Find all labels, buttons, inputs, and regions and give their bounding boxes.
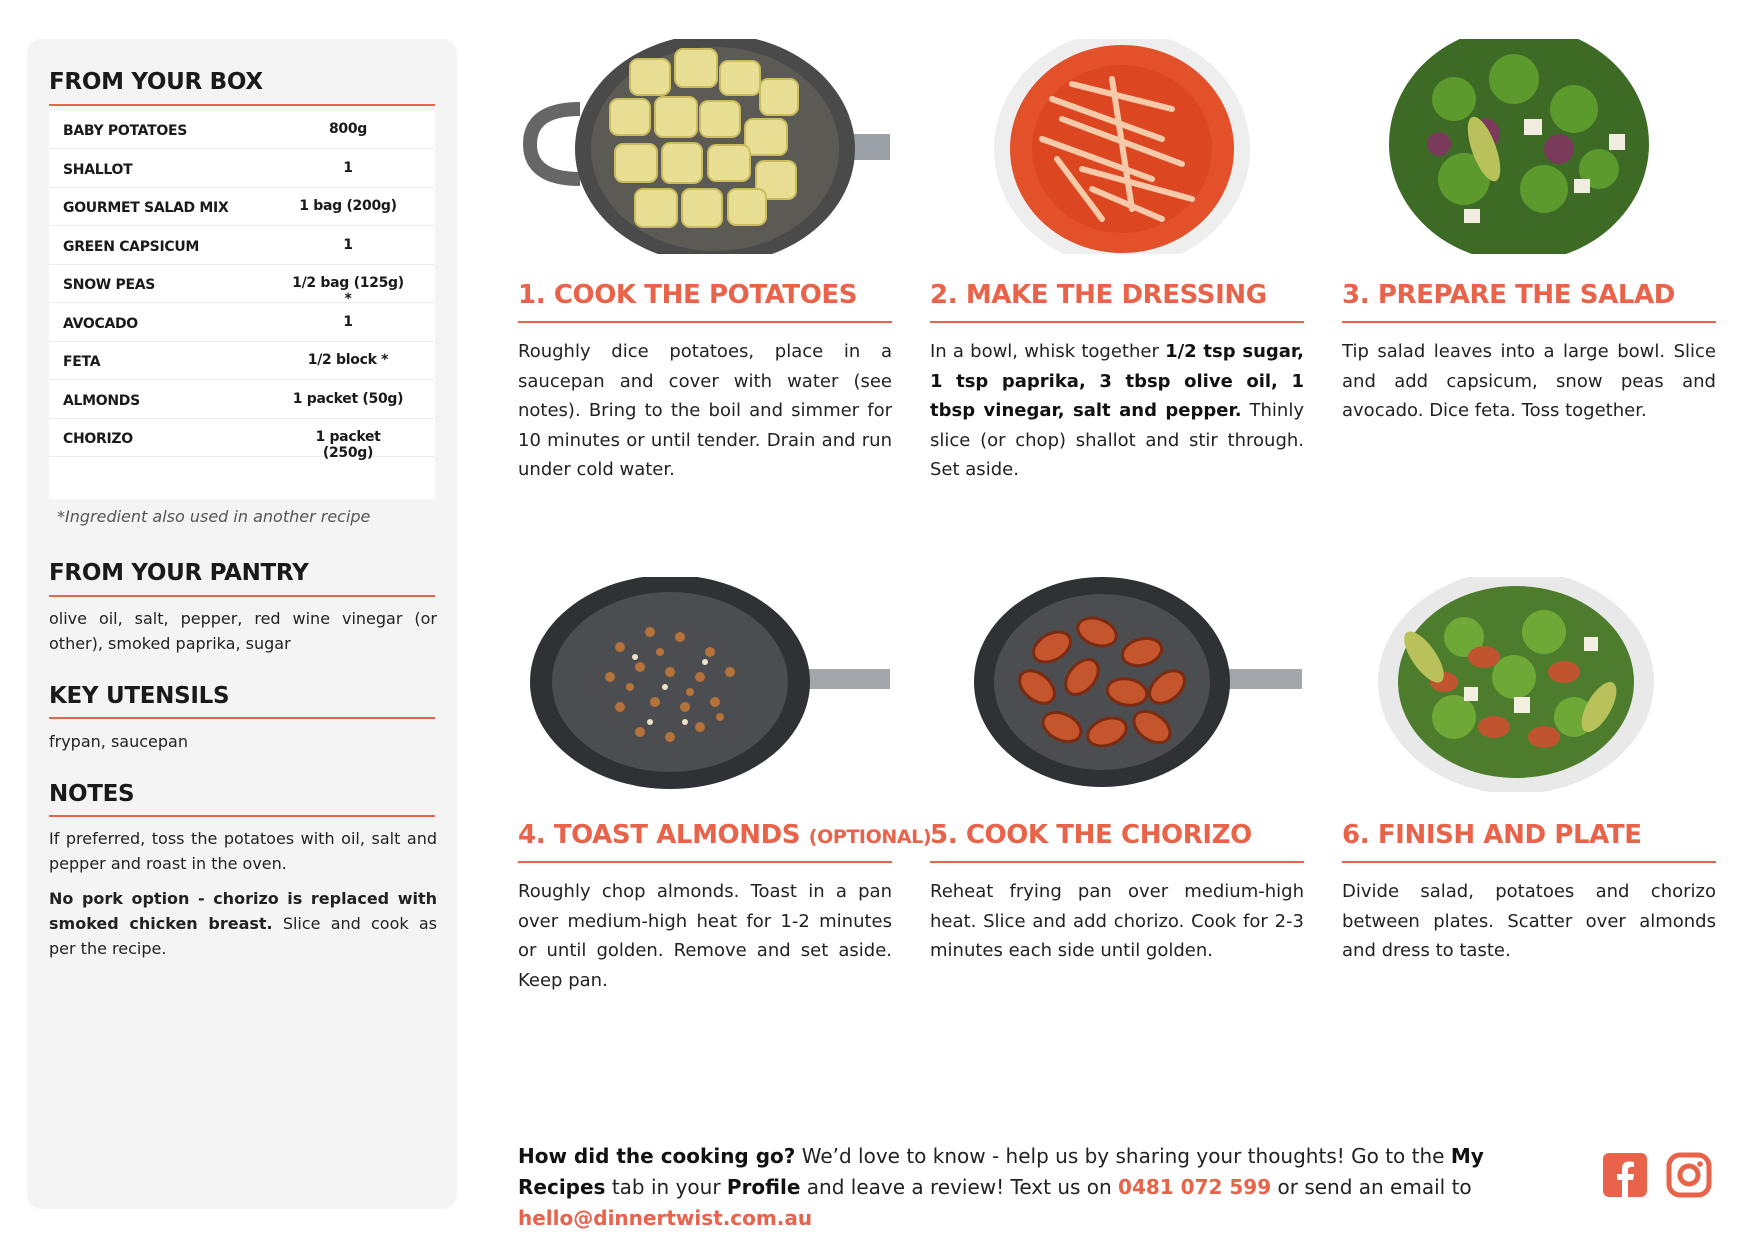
step-5-title: 5. COOK THE CHORIZO <box>930 820 1252 850</box>
ingredient-name: GREEN CAPSICUM <box>63 238 200 255</box>
ingredient-qty: 1/2 bag (125g) * <box>292 275 404 307</box>
feedback-question: How did the cooking go? <box>518 1144 796 1168</box>
my-recipes-label: My Recipes <box>518 1144 1484 1199</box>
ingredient-qty: 1 packet (250g) <box>315 429 381 461</box>
step-divider <box>1342 861 1716 863</box>
step-1-photo <box>520 39 890 254</box>
table-row <box>49 227 435 265</box>
ingredient-name: CHORIZO <box>63 431 133 447</box>
step-3-text: Tip salad leaves into a large bowl. Slice and add capsicum, snow peas and avocado. Dice feta. Toss together. <box>1342 341 1716 421</box>
table-row <box>49 381 435 419</box>
table-row <box>49 150 435 188</box>
step-divider <box>930 321 1304 323</box>
ingredient-qty: 1/2 block * <box>307 352 389 368</box>
section-divider <box>49 104 435 106</box>
section-divider <box>49 717 435 719</box>
footer-text: and leave a review! Text us on <box>800 1175 1119 1199</box>
ingredient-qty: 800g <box>328 121 368 137</box>
step-6-photo <box>1344 577 1714 792</box>
ingredient-qty: 1 <box>343 236 353 253</box>
table-row <box>49 265 435 307</box>
from-your-pantry-title: FROM YOUR PANTRY <box>49 560 309 586</box>
table-row <box>49 304 435 342</box>
step-5-photo <box>932 577 1302 792</box>
key-utensils-title: KEY UTENSILS <box>49 683 230 709</box>
section-divider <box>49 815 435 817</box>
step-2-text-bold: 1/2 tsp sugar, 1 tsp paprika, 3 tbsp olive oil, 1 tbsp vinegar, salt and pepper. <box>930 341 1304 421</box>
step-1-text: Roughly dice potatoes, place in a saucepan and cover with water (see notes). Bring to the boil and simmer for 10 minutes or until tender. Drain and run under cold water. <box>518 341 892 480</box>
table-row <box>49 419 435 461</box>
ingredient-qty: 1 bag (200g) <box>299 198 397 214</box>
step-3-title: 3. PREPARE THE SALAD <box>1342 280 1675 310</box>
step-4-title-main: 4. TOAST ALMONDS <box>518 820 809 850</box>
footer-text: tab in your <box>605 1175 727 1199</box>
ingredient-qty: 1 packet (50g) <box>292 390 404 407</box>
profile-label: Profile <box>726 1175 801 1199</box>
feedback-footer <box>518 1141 1578 1234</box>
ingredient-name: AVOCADO <box>63 315 138 332</box>
section-divider <box>49 595 435 597</box>
phone-link[interactable]: 0481 072 599 <box>1118 1175 1272 1199</box>
step-6-text: Divide salad, potatoes and chorizo between plates. Scatter over almonds and dress to taste. <box>1342 881 1716 961</box>
notes-text: If preferred, toss the potatoes with oil, salt and pepper and roast in the oven. <box>49 829 437 873</box>
ingredient-qty: 1 <box>343 313 353 330</box>
table-row <box>49 188 435 226</box>
ingredients-table <box>49 111 435 499</box>
no-pork-rest: Slice and cook as per the recipe. <box>49 914 437 958</box>
instagram-icon[interactable] <box>1666 1152 1712 1198</box>
step-5-text: Reheat frying pan over medium-high heat. Slice and add chorizo. Cook for 2-3 minutes each side until golden. <box>930 881 1304 961</box>
ingredient-name: ALMONDS <box>63 392 140 409</box>
ingredient-name: GOURMET SALAD MIX <box>63 200 229 216</box>
ingredient-name: SNOW PEAS <box>63 277 156 293</box>
footer-text: or send an email to <box>1271 1175 1472 1199</box>
from-your-box-title: FROM YOUR BOX <box>49 69 263 95</box>
email-link[interactable]: hello@dinnertwist.com.au <box>518 1206 813 1230</box>
table-row <box>49 342 435 380</box>
ingredient-footnote: *Ingredient also used in another recipe <box>57 507 371 526</box>
no-pork-bold: No pork option - chorizo is replaced with smoked chicken breast. <box>49 889 437 933</box>
step-divider <box>1342 321 1716 323</box>
step-2-text-post: Thinly slice (or chop) shallot and stir through. Set aside. <box>930 400 1304 480</box>
step-1-title: 1. COOK THE POTATOES <box>518 280 858 310</box>
step-2-text <box>930 337 1304 485</box>
pantry-text: olive oil, salt, pepper, red wine vinegar (or other), smoked paprika, sugar <box>49 609 437 653</box>
step-divider <box>518 861 892 863</box>
facebook-icon[interactable] <box>1602 1152 1648 1198</box>
step-divider <box>930 861 1304 863</box>
sidebar-panel <box>27 39 457 1209</box>
step-4-title <box>518 820 931 850</box>
ingredient-name: SHALLOT <box>63 161 133 178</box>
step-divider <box>518 321 892 323</box>
step-3-photo <box>1344 39 1714 254</box>
step-6-title: 6. FINISH AND PLATE <box>1342 820 1642 850</box>
step-2-title: 2. MAKE THE DRESSING <box>930 280 1267 310</box>
step-2-photo <box>932 39 1302 254</box>
step-4-photo <box>520 577 890 792</box>
no-pork-note <box>49 886 437 961</box>
step-2-text-pre: In a bowl, whisk together <box>930 341 1166 362</box>
ingredient-name: FETA <box>63 354 101 370</box>
step-4-text: Roughly chop almonds. Toast in a pan over medium-high heat for 1-2 minutes or until golden. Remove and set aside. Keep pan. <box>518 881 892 991</box>
ingredient-name: BABY POTATOES <box>63 123 187 139</box>
step-4-title-optional: (OPTIONAL) <box>808 826 932 848</box>
utensils-text: frypan, saucepan <box>49 732 188 751</box>
footer-text: We’d love to know - help us by sharing your thoughts! Go to the <box>795 1144 1451 1168</box>
notes-title: NOTES <box>49 781 135 807</box>
table-row <box>49 111 435 149</box>
ingredient-qty: 1 <box>343 159 353 176</box>
